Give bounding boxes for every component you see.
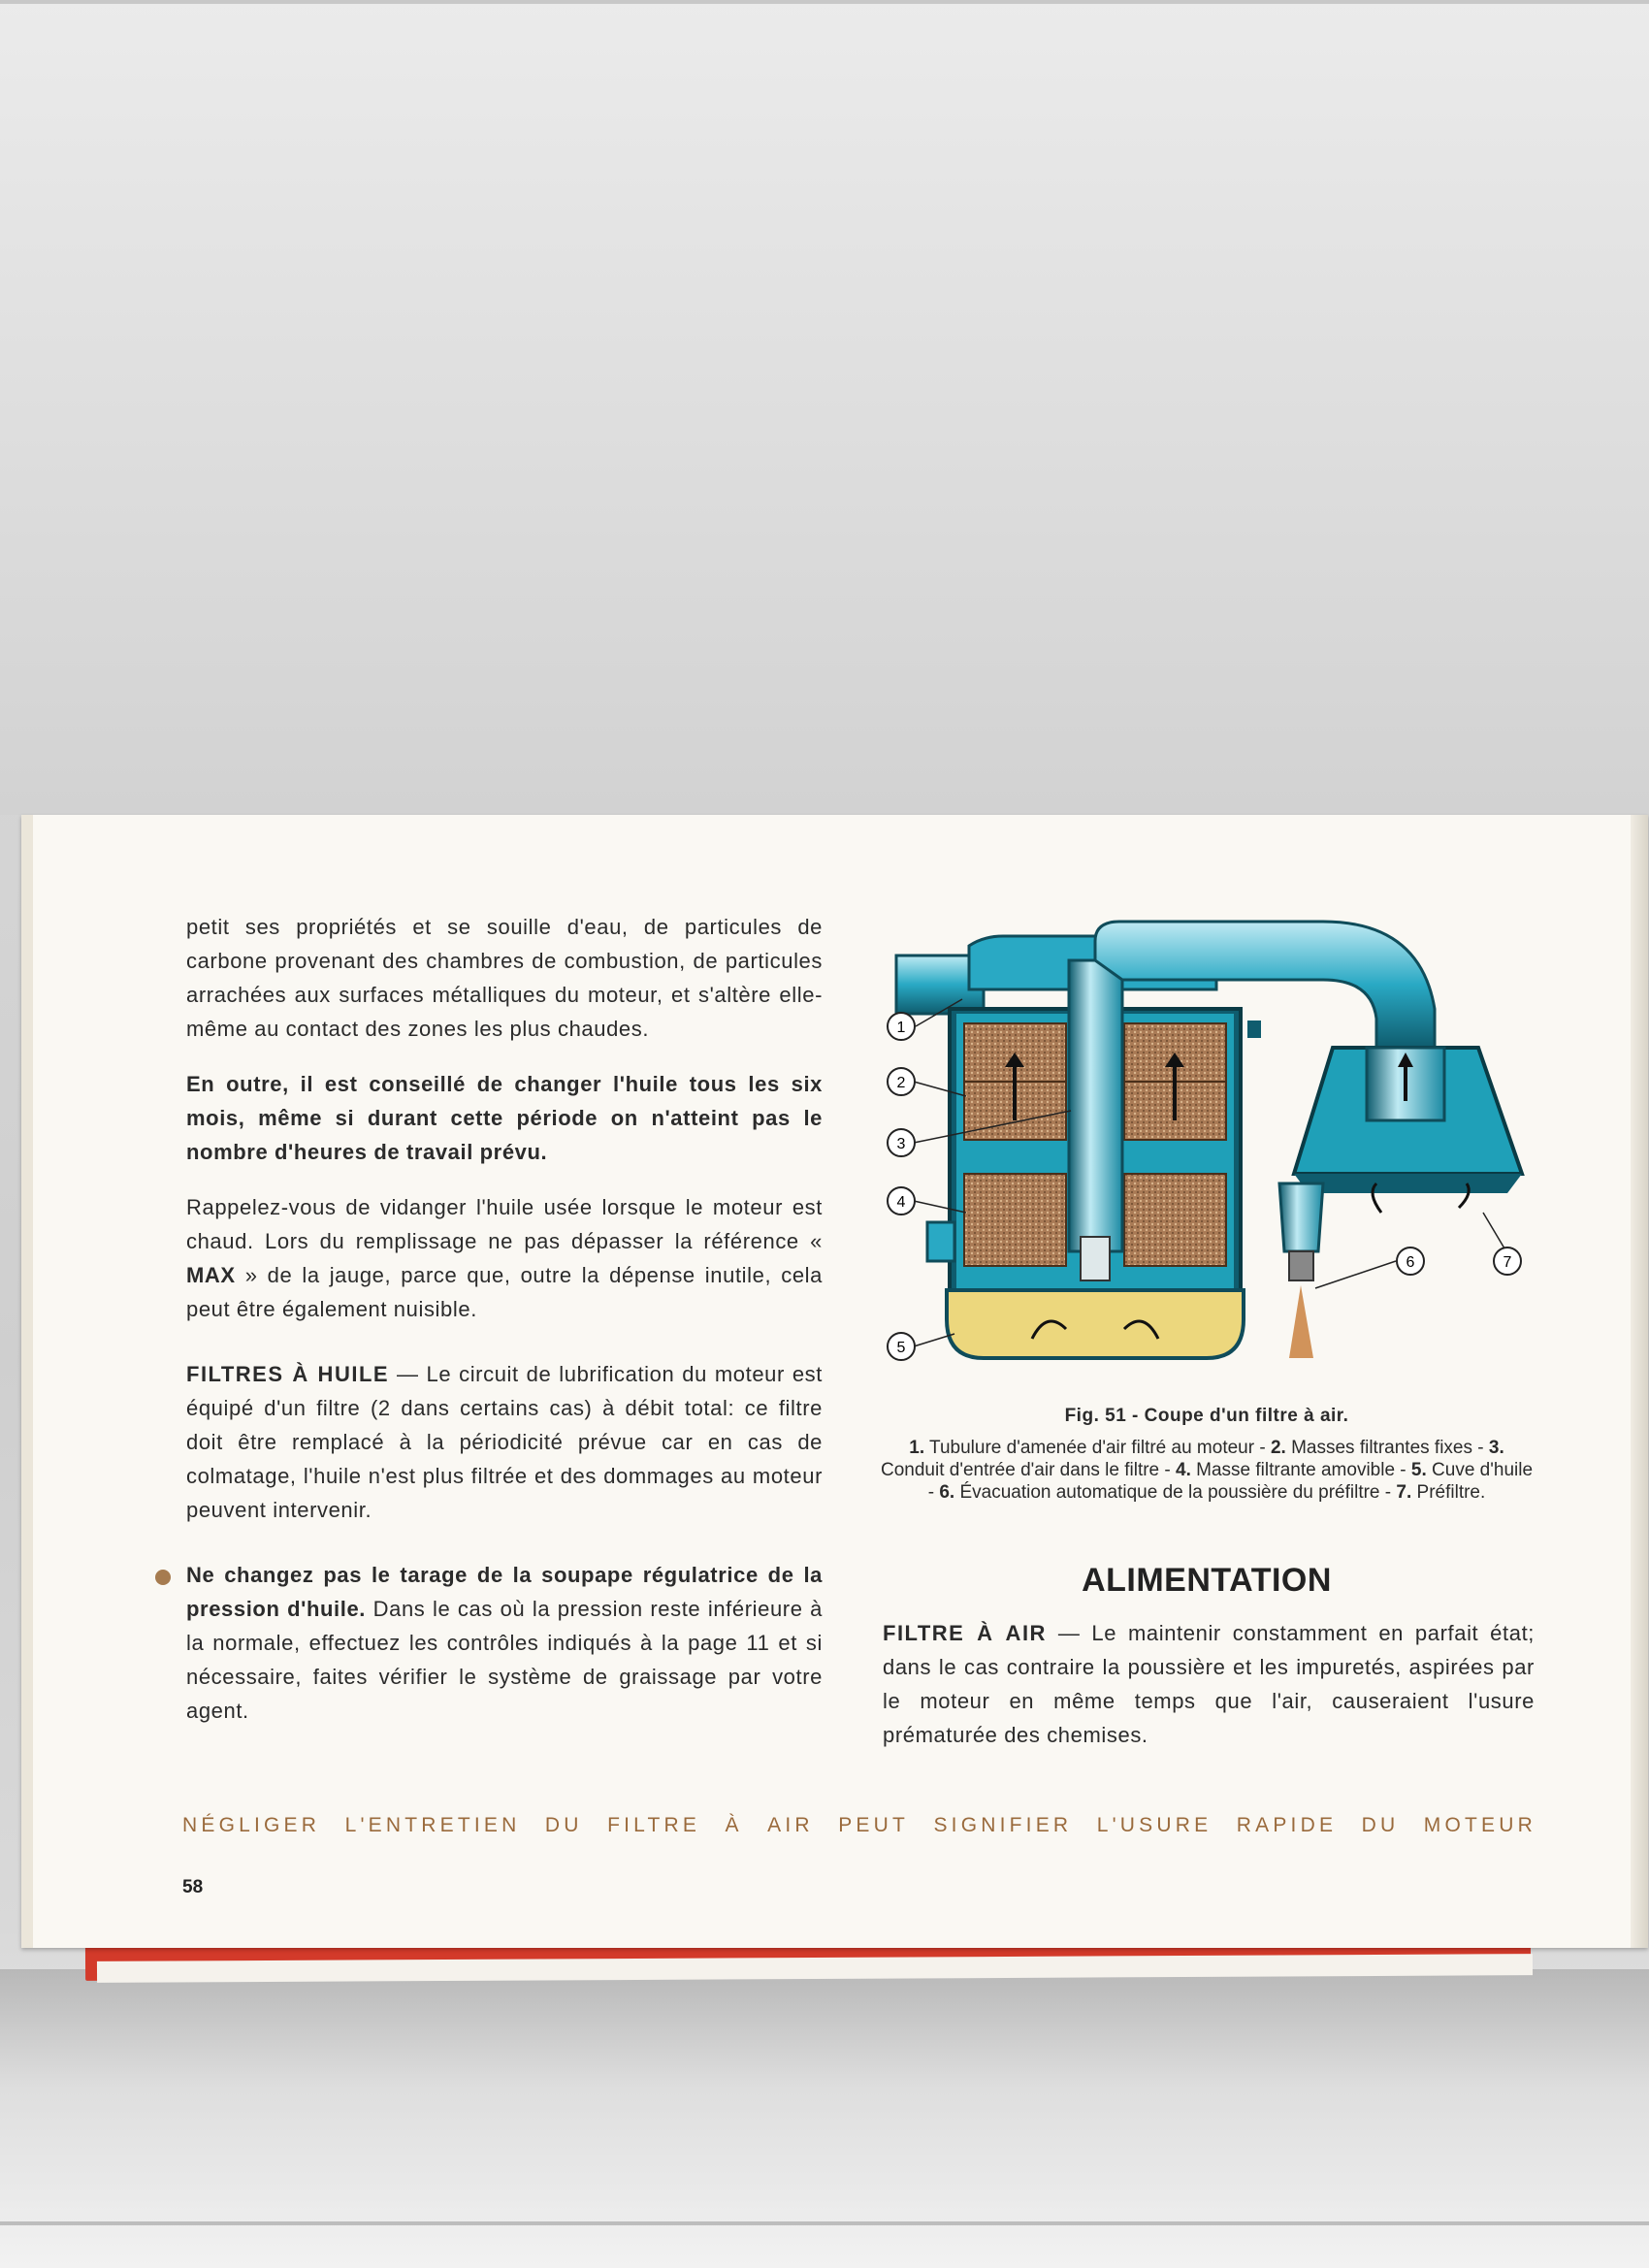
page-right-edge [1631,815,1648,1948]
dust-spray [1289,1285,1313,1358]
manual-page [21,815,1648,1948]
banner-word: FILTRE [607,1814,701,1836]
svg-text:5: 5 [896,1340,906,1356]
banner-word: MOTEUR [1423,1814,1536,1836]
air-filter-text: — Le maintenir constamment en parfait état; dans le cas contraire la poussière et les impuretés, aspirées par le moteur en même temps que l'air, causeraient l'usure prématurée des chemises. [883,1621,1535,1747]
svg-text:7: 7 [1503,1254,1512,1271]
banner-word: À [725,1814,743,1836]
scan-top-edge [0,0,1649,4]
banner-word: AIR [767,1814,814,1836]
banner-word: RAPIDE [1236,1814,1338,1836]
svg-text:1: 1 [896,1020,906,1036]
paragraph-oil-change-advice: En outre, il est conseillé de changer l'huile tous les six mois, même si durant cette période on n'atteint pas le nombre d'heures de travail prévu. [186,1072,823,1164]
figure-caption [877,1405,1536,1504]
footer-warning-banner [182,1814,1536,1837]
paragraph-pressure-valve [186,1558,823,1728]
left-column [186,910,823,1749]
filter-mass-lower-right [1124,1174,1226,1266]
drain-text-end: » de la jauge, parce que, outre la dépense inutile, cela peut être également nuisible. [186,1263,823,1321]
air-filter-cross-section-figure [877,902,1556,1368]
banner-word: DU [544,1814,583,1836]
svg-text:6: 6 [1406,1254,1415,1271]
figure-legend: 1. Tubulure d'amenée d'air filtré au moteur - 2. Masses filtrantes fixes - 3. Conduit d'entrée d'air dans le filtre - 4. Masse filtrante amovible - 5. Cuve d'huile - 6. Évacuation automatique de la poussière du préfiltre - 7. Préfiltre. [880,1438,1534,1503]
callout-5 [888,1333,954,1360]
oil-filters-text: — Le circuit de lubrification du moteur est équipé d'un filtre (2 dans certains cas) à débit total: ce filtre doit être remplacé à la périodicité prévue car en cas de colmatage, l'huile n'est plus filtrée et des dommages au moteur peuvent intervenir. [186,1362,823,1522]
air-filter-heading: FILTRE À AIR [883,1621,1047,1645]
banner-word: L'USURE [1096,1814,1212,1836]
paragraph-oil-degradation: petit ses propriétés et se souille d'eau, de particules de carbone provenant des chambres de combustion, de particules arrachées aux surfaces métalliques du moteur, et s'altère elle-même au contact des zones les plus chaudes. [186,915,823,1041]
paragraph-air-filter [883,1616,1535,1752]
max-reference: MAX [186,1263,236,1287]
banner-word: L'ENTRETIEN [344,1814,521,1836]
dust-outlet [1279,1183,1323,1251]
callout-7 [1483,1213,1521,1275]
paragraph-drain-oil [186,1190,823,1326]
page-number: 58 [182,1877,204,1897]
scan-bottom-rule [0,2221,1649,2225]
svg-text:4: 4 [896,1194,906,1211]
bullet-icon [155,1570,171,1585]
banner-word: PEUT [838,1814,910,1836]
callout-6 [1315,1247,1424,1288]
figure-title: Fig. 51 - Coupe d'un filtre à air. [1064,1406,1349,1426]
svg-text:2: 2 [896,1075,906,1091]
banner-word: DU [1361,1814,1400,1836]
paragraph-oil-filters [186,1357,823,1527]
banner-word: NÉGLIGER [182,1814,321,1836]
section-title-alimentation: ALIMENTATION [1082,1562,1332,1599]
pressure-warning-text: Dans le cas où la pression reste inférieure à la normale, effectuez les contrôles indiqués à la page 11 et si nécessaire, faites vérifier le système de graissage par votre agent. [186,1597,823,1723]
drain-text-start: Rappelez-vous de vidanger l'huile usée lorsque le moteur est chaud. Lors du remplissage ne pas dépasser la référence « [186,1195,823,1253]
banner-word: SIGNIFIER [933,1814,1073,1836]
pressure-warning-bold: Ne changez pas le tarage de la soupape régulatrice de la pression d'huile. [186,1563,823,1621]
scan-background-top [0,0,1649,815]
right-column [883,1616,1535,1752]
oil-filters-heading: FILTRES À HUILE [186,1362,390,1386]
filter-mass-lower-left [964,1174,1066,1266]
central-inlet-tube [1069,960,1122,1251]
oil-bowl [947,1290,1244,1358]
svg-text:3: 3 [896,1136,906,1152]
